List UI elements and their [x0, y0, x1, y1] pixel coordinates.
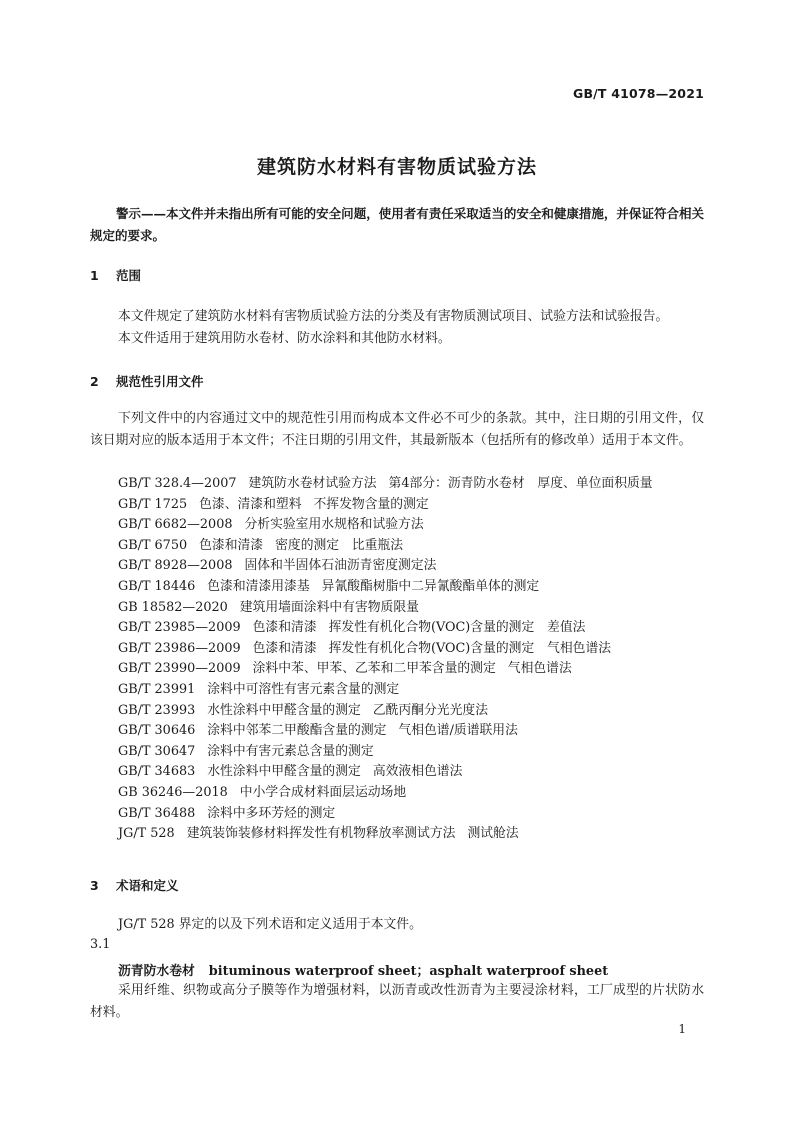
section-2-intro: 下列文件中的内容通过文中的规范性引用而构成本文件必不可少的条款。其中，注日期的引用文件，仅该日期对应的版本适用于本文件；不注日期的引用文件，其最新版本（包括所有的修改单）适用于本文件。 [90, 411, 704, 448]
reference-title: 涂料中多环芳烃的测定 [207, 805, 336, 821]
reference-code: GB/T 8928—2008 [118, 558, 233, 574]
reference-item [118, 556, 653, 577]
reference-item [118, 577, 653, 598]
reference-code: GB/T 6750 [118, 537, 188, 553]
reference-item [118, 742, 653, 763]
term-definition: 采用纤维、织物或高分子膜等作为增强材料，以沥青或改性沥青为主要浸涂材料，工厂成型的片状防水材料。 [90, 983, 704, 1020]
reference-subtitle: 挥发性有机化合物(VOC)含量的测定 气相色谱法 [328, 640, 612, 656]
page-number: 1 [678, 1022, 686, 1036]
reference-title: 涂料中邻苯二甲酸酯含量的测定 [207, 723, 387, 739]
reference-subtitle: 乙酰丙酮分光光度法 [372, 702, 488, 718]
reference-title: 固体和半固体石油沥青密度测定法 [244, 558, 437, 574]
section-title: 术语和定义 [116, 878, 179, 893]
reference-item [118, 639, 653, 660]
reference-item [118, 474, 653, 495]
reference-item [118, 762, 653, 783]
reference-title: 色漆、清漆和塑料 [199, 496, 302, 512]
warning-notice: 警示——本文件并未指出所有可能的安全问题，使用者有责任采取适当的安全和健康措施，并保证符合相关规定的要求。 [90, 206, 704, 243]
reference-item [118, 495, 653, 516]
section-number: 3 [90, 878, 99, 893]
reference-item [118, 824, 653, 845]
reference-item [118, 515, 653, 536]
reference-item [118, 804, 653, 825]
reference-title: 建筑装饰装修材料挥发性有机物释放率测试方法 [186, 826, 456, 842]
reference-code: GB/T 30646 [118, 723, 196, 739]
section-title: 范围 [116, 268, 142, 283]
reference-code: GB 36246—2018 [118, 784, 228, 800]
reference-title: 涂料中有害元素总含量的测定 [207, 743, 374, 759]
reference-title: 水性涂料中甲醛含量的测定 [207, 764, 361, 780]
reference-subtitle: 测试舱法 [467, 826, 519, 842]
reference-code: GB/T 34683 [118, 764, 196, 780]
standard-code: GB/T 41078—2021 [572, 86, 704, 101]
reference-item [118, 659, 653, 680]
reference-list [118, 474, 653, 845]
reference-title: 涂料中可溶性有害元素含量的测定 [207, 681, 400, 697]
term-entry [118, 960, 608, 979]
section-1-paragraph: 本文件适用于建筑用防水卷材、防水涂料和其他防水材料。 [118, 331, 451, 346]
reference-code: GB/T 6682—2008 [118, 517, 233, 533]
reference-title: 水性涂料中甲醛含量的测定 [207, 702, 361, 718]
reference-subtitle: 挥发性有机化合物(VOC)含量的测定 差值法 [328, 620, 586, 636]
reference-code: GB/T 23985—2009 [118, 620, 241, 636]
reference-code: GB/T 36488 [118, 805, 196, 821]
reference-subtitle: 不挥发物含量的测定 [313, 496, 429, 512]
reference-code: GB 18582—2020 [118, 599, 228, 615]
section-3-intro: JG/T 528 界定的以及下列术语和定义适用于本文件。 [118, 917, 422, 932]
section-number: 2 [90, 374, 99, 389]
reference-item [118, 721, 653, 742]
document-title: 建筑防水材料有害物质试验方法 [256, 156, 537, 178]
reference-item [118, 783, 653, 804]
reference-title: 色漆和清漆 [199, 537, 264, 553]
reference-subtitle: 气相色谱/质谱联用法 [398, 723, 518, 739]
reference-title: 色漆和清漆 [252, 620, 317, 636]
reference-subtitle: 密度的测定 比重瓶法 [275, 537, 404, 553]
section-2-heading [90, 372, 204, 390]
reference-code: GB/T 1725 [118, 496, 188, 512]
term-chinese: 沥青防水卷材 [118, 964, 195, 979]
reference-code: GB/T 18446 [118, 578, 196, 594]
reference-item [118, 680, 653, 701]
reference-title: 中小学合成材料面层运动场地 [239, 784, 407, 800]
reference-subtitle: 气相色谱法 [507, 661, 572, 677]
reference-code: JG/T 528 [118, 826, 175, 842]
term-number: 3.1 [90, 937, 111, 952]
section-number: 1 [90, 268, 99, 283]
section-1-paragraph: 本文件规定了建筑防水材料有害物质试验方法的分类及有害物质测试项目、试验方法和试验报告。 [118, 309, 669, 324]
reference-title: 涂料中苯、甲苯、乙苯和二甲苯含量的测定 [252, 661, 496, 677]
reference-code: GB/T 23993 [118, 702, 196, 718]
reference-item [118, 618, 653, 639]
term-english: bituminous waterproof sheet；asphalt waterproof sheet [208, 964, 609, 979]
reference-title: 色漆和清漆用漆基 [207, 578, 310, 594]
section-title: 规范性引用文件 [116, 374, 204, 389]
reference-code: GB/T 23986—2009 [118, 640, 241, 656]
reference-item [118, 598, 653, 619]
reference-subtitle: 异氰酸酯树脂中二异氰酸酯单体的测定 [321, 578, 540, 594]
reference-title: 建筑用墙面涂料中有害物质限量 [239, 599, 419, 615]
reference-subtitle: 第4部分：沥青防水卷材 厚度、单位面积质量 [388, 476, 653, 491]
reference-title: 建筑防水卷材试验方法 [248, 476, 377, 491]
reference-subtitle: 高效液相色谱法 [372, 764, 463, 780]
reference-title: 分析实验室用水规格和试验方法 [244, 517, 424, 533]
reference-code: GB/T 23991 [118, 681, 196, 697]
reference-title: 色漆和清漆 [252, 640, 317, 656]
section-1-heading [90, 266, 141, 284]
reference-item [118, 701, 653, 722]
reference-item [118, 536, 653, 557]
reference-code: GB/T 328.4—2007 [118, 476, 237, 491]
reference-code: GB/T 30647 [118, 743, 196, 759]
reference-code: GB/T 23990—2009 [118, 661, 241, 677]
section-3-heading [90, 876, 179, 894]
